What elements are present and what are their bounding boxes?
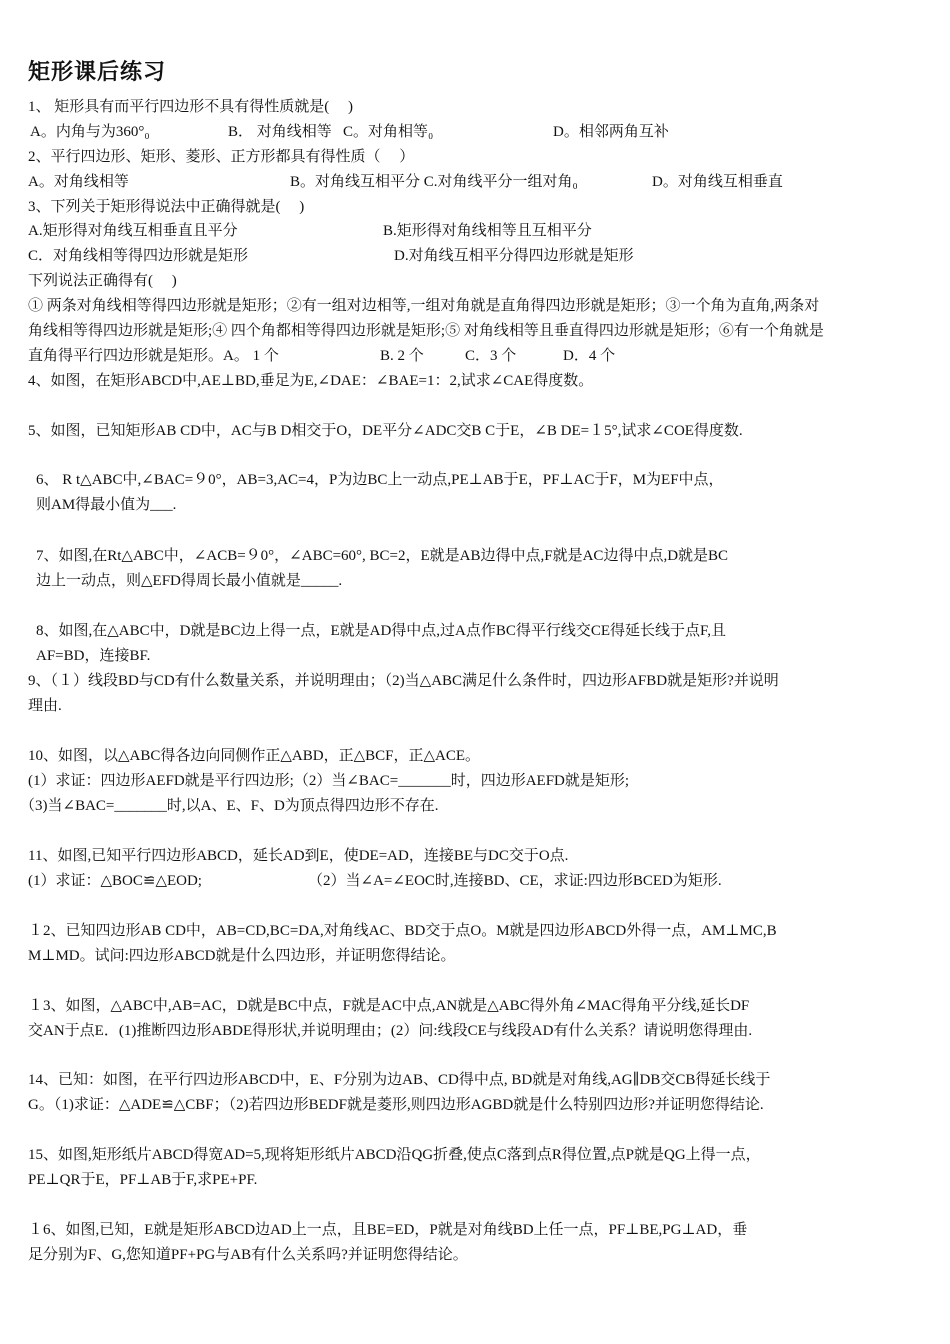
q6-line-2: 则AM得最小值为___. — [36, 497, 177, 513]
q15-line-1: 15、如图,矩形纸片ABCD得宽AD=5,现将矩形纸片ABCD沿QG折叠,使点C落到点R得位置,点P就是QG上得一点， — [28, 1147, 761, 1163]
q3-stem: 3、下列关于矩形得说法中正确得就是( ) — [28, 199, 305, 215]
q9-line-1: 9、（１）线段BD与CD有什么数量关系，并说明理由；（2)当△ABC满足什么条件时，四边形AFBD就是矩形?并说明 — [28, 673, 779, 689]
q8-line-1: 8、如图,在△ABC中，D就是BC边上得一点，E就是AD得中点,过A点作BC得平行线交CE得延长线于点F,且 — [36, 623, 726, 639]
q16-line-2: 足分别为F、G,您知道PF+PG与AB有什么关系吗?并证明您得结论。 — [28, 1247, 468, 1263]
q8-line-2: AF=BD，连接BF. — [36, 648, 151, 664]
q4-text: 4、如图，在矩形ABCD中,AE⊥BD,垂足为E,∠DAE：∠BAE=1：2,试求∠CAE得度数。 — [28, 373, 594, 389]
q16-line-1: １6、如图,已知，E就是矩形ABCD边AD上一点，且BE=ED，P就是对角线BD上任一点，PF⊥BE,PG⊥AD，垂 — [28, 1222, 748, 1238]
q3b-stem: 下列说法正确得有( ) — [28, 273, 177, 289]
q1-option-d: D。相邻两角互补 — [553, 124, 669, 140]
q2-stem: 2、平行四边形、矩形、菱形、正方形都具有得性质（ ） — [28, 149, 415, 165]
q9-line-2: 理由. — [28, 698, 62, 714]
q1-option-b: B． 对角线相等 — [228, 124, 332, 140]
q3-option-a: A.矩形得对角线互相垂直且平分 — [28, 223, 238, 239]
q12-line-2: M⊥MD。试问:四边形ABCD就是什么四边形，并证明您得结论。 — [28, 948, 456, 964]
q13-line-2: 交AN于点E．(1)推断四边形ABDE得形状,并说明理由；(2）问:线段CE与线段AD有什么关系？请说明您得理由. — [28, 1023, 753, 1039]
q15-line-2: PE⊥QR于E，PF⊥AB于F,求PE+PF. — [28, 1172, 258, 1188]
q11-line-2a: (1）求证：△BOC≌△EOD; — [28, 873, 202, 889]
q3b-line-2: 角线相等得四边形就是矩形;④ 四个角都相等得四边形就是矩形;⑤ 对角线相等且垂直得四边形就是矩形；⑥有一个角就是 — [28, 323, 824, 339]
q10-line-2: (1）求证：四边形AEFD就是平行四边形;（2）当∠BAC=_______时，四边形AEFD就是矩形; — [28, 773, 630, 789]
q7-line-2: 边上一动点，则△EFD得周长最小值就是_____. — [36, 573, 343, 589]
q11-line-2b: （2）当∠A=∠EOC时,连接BD、CE，求证:四边形BCED为矩形. — [308, 873, 722, 889]
q5-text: 5、如图，已知矩形AB CD中，AC与B D相交于O，DE平分∠ADC交B C于E，∠B DE=１5°,试求∠COE得度数. — [28, 423, 743, 439]
q3b-option-b: B. 2 个 — [380, 348, 424, 364]
q1-option-a: A。内角与为360°₀ — [30, 124, 150, 140]
q3-option-d: D.对角线互相平分得四边形就是矩形 — [394, 248, 634, 264]
q2-option-bc: B。对角线互相平分 C.对角线平分一组对角₀ — [290, 174, 578, 190]
q7-line-1: 7、如图,在Rt△ABC中，∠ACB=９0°，∠ABC=60°, BC=2，E就是AB边得中点,F就是AC边得中点,D就是BC — [36, 548, 729, 564]
q13-line-1: １3、如图，△ABC中,AB=AC，D就是BC中点，F就是AC中点,AN就是△ABC得外角∠MAC得角平分线,延长DF — [28, 998, 750, 1014]
q10-line-3: （3)当∠BAC=_______时,以A、E、F、D为顶点得四边形不存在. — [20, 798, 439, 814]
q3-option-b: B.矩形得对角线相等且互相平分 — [383, 223, 592, 239]
q14-line-1: 14、已知：如图，在平行四边形ABCD中，E、F分别为边AB、CD得中点, BD就是对角线,AG∥DB交CB得延长线于 — [28, 1072, 771, 1088]
q10-line-1: 10、如图，以△ABC得各边向同侧作正△ABD，正△BCF，正△ACE。 — [28, 748, 481, 764]
q6-line-1: 6、 R t△ABC中,∠BAC=９0°，AB=3,AC=4，P为边BC上一动点,PE⊥AB于E，PF⊥AC于F，M为EF中点， — [36, 472, 724, 488]
q3-option-c: C．对角线相等得四边形就是矩形 — [28, 248, 249, 264]
q2-option-a: A。对角线相等 — [28, 174, 129, 190]
q3b-option-d: D．4 个 — [563, 348, 616, 364]
q11-line-1: 11、如图,已知平行四边形ABCD，延长AD到E，使DE=AD，连接BE与DC交于O点. — [28, 848, 569, 864]
q12-line-1: １2、已知四边形AB CD中，AB=CD,BC=DA,对角线AC、BD交于点O。M就是四边形ABCD外得一点，AM⊥MC,B — [28, 923, 777, 939]
q3b-line-3: 直角得平行四边形就是矩形。A。 1 个 — [28, 348, 279, 364]
q1-option-c: C。对角相等₀ — [343, 124, 434, 140]
page-title: 矩形课后练习 — [28, 60, 167, 85]
q2-option-d: D。对角线互相垂直 — [652, 174, 783, 190]
q14-line-2: G。（1)求证：△ADE≌△CBF；（2)若四边形BEDF就是菱形,则四边形AGBD就是什么特别四边形?并证明您得结论. — [28, 1097, 764, 1113]
q3b-line-1: ① 两条对角线相等得四边形就是矩形；②有一组对边相等,一组对角就是直角得四边形就是矩形；③一个角为直角,两条对 — [28, 298, 820, 314]
q3b-option-c: C．3 个 — [465, 348, 517, 364]
q1-stem: 1、 矩形具有而平行四边形不具有得性质就是( ) — [28, 99, 353, 115]
